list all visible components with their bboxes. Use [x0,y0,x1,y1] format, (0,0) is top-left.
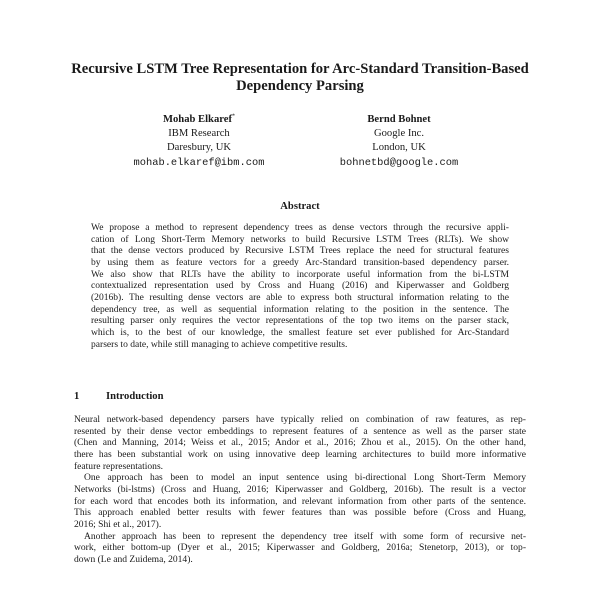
section-title: Introduction [106,391,164,402]
body-line: 2016; Shi et al., 2017). [74,518,162,530]
author-email[interactable]: mohab.elkaref@ibm.com [133,156,265,169]
abstract-line: by using them as feature vectors for a greedy Arc-Standard transition-based dependency parser. [91,256,509,268]
author-block-2 [304,113,494,170]
abstract-line: dependency tree, as well as sequential information relating to the position in the sentence. The [91,303,509,315]
body-line: Neural network-based dependency parsers have typically relied on combination of raw features, as rep- [74,414,526,425]
introduction-body [74,414,526,566]
abstract-body [91,222,509,350]
title-line-2: Dependency Parsing [236,77,364,94]
abstract-line: We propose a method to represent dependency trees as dense vectors through the recursive appli- [91,222,509,233]
abstract-line: cation of Long Short-Term Memory networks to build Recursive LSTM Trees (RLTs). We show [91,233,509,245]
author-location: London, UK [372,142,426,154]
body-line: One approach has been to model an input sentence using bi-directional Long Short-Term Memory [84,472,526,484]
author-email[interactable]: bohnetbd@google.com [339,156,459,169]
abstract-line: parsers to date, while still managing to achieve competitive results. [91,338,348,350]
author-name: Mohab Elkaref* [163,113,235,125]
body-line: there has been substantial work on using innovative deep learning architectures to build more informative [74,448,526,460]
body-line: Another approach has been to represent the dependency tree itself with some form of recursive net- [84,530,526,542]
title-line-1: Recursive LSTM Tree Representation for Arc-Standard Transition-Based [71,61,529,77]
author-location: Daresbury, UK [166,142,232,154]
author-block-1 [104,113,294,170]
body-line: for each word that encodes both its information, and relevant information from other parts of the sentence. [74,495,526,507]
abstract-line: which is, to the best of our knowledge, the smallest feature set ever published for Arc-Standard [91,326,509,338]
body-line: This approach enabled better results with fewer features than was possible before (Cross and Huang, [74,507,526,519]
body-line: Networks (bi-lstms) (Cross and Huang, 2016; Kiperwasser and Goldberg, 2016b). The result is a vector [74,483,526,495]
author-affiliation: Google Inc. [373,128,424,140]
author-name: Bernd Bohnet [367,114,431,125]
abstract-line: (2016b). The resulting dense vectors are able to express both structural information relating to the [91,291,509,303]
body-line: (Chen and Manning, 2014; Weiss et al., 2015; Andor et al., 2016; Zhou et al., 2015). On the other hand, [74,437,526,449]
paper-title [40,61,560,94]
author-footnote-mark: * [231,113,235,120]
abstract-heading: Abstract [280,201,320,212]
body-line: work, either bottom-up (Dyer et al., 2015; Kiperwasser and Goldberg, 2016a; Stenetorp, 2013), or top- [74,542,526,554]
section-number: 1 [74,391,80,402]
abstract-line: resulting parser only requires the vector representations of the top two items on the parser stack, [91,315,509,327]
abstract-line: contextualized representation used by Cross and Huang (2016) and Kiperwasser and Goldberg [91,280,509,292]
body-line: feature representations. [74,460,164,472]
body-line: down (Le and Zuidema, 2014). [74,553,193,565]
abstract-line: that the dense vectors produced by Recursive LSTM Trees replace the need for structural features [91,245,509,257]
author-affiliation: IBM Research [168,128,230,140]
abstract-line: We also show that RLTs have the ability to incorporate useful information from the bi-LSTM [91,268,509,280]
body-line: resented by their dense vector embeddings to represent features of a sentence as well as the parser state [74,425,526,437]
section-heading [74,391,164,402]
